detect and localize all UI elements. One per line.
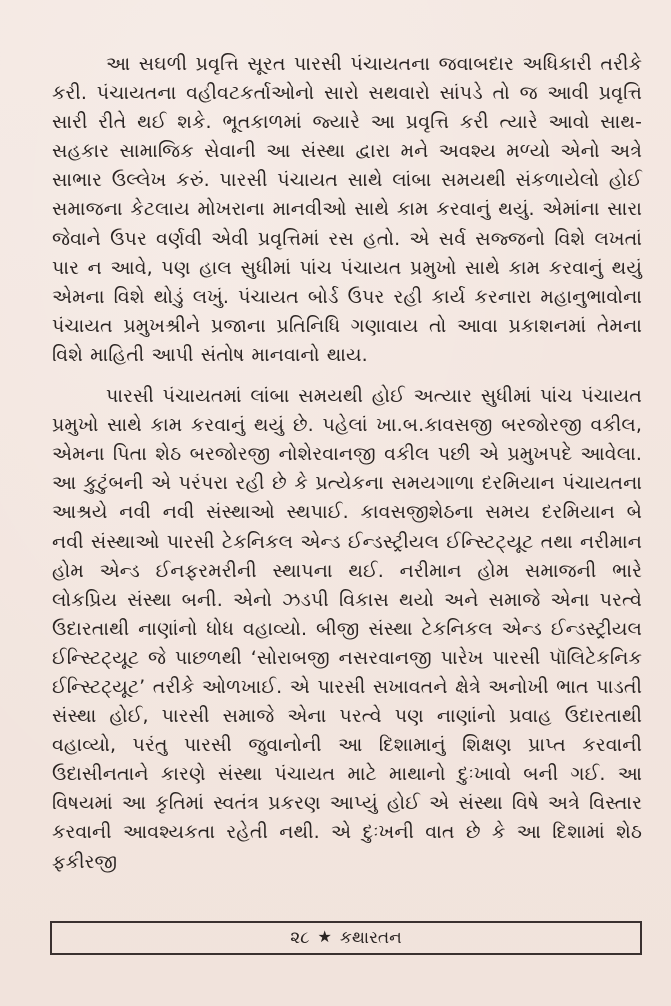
paragraph-2: પારસી પંચાયતમાં લાંબા સમયથી હોઈ અત્યાર સુધીમાં પાંચ પંચાયત પ્રમુખો સાથે કામ કરવાનું થયું છે. પહેલાં ખા.બ.કાવસજી બરજોરજી વકીલ, એમના પિતા શેઠ બરજોરજી નોશેરવાનજી વકીલ પછી એ પ્રમુખપદે આવેલા. આ કુટુંબની એ પરંપરા રહી છે કે પ્રત્યેકના સમયગાળા દરમિયાન પંચાયતના આશ્રયે નવી નવી સંસ્થાઓ સ્થપાઈ. કાવસજીશેઠના સમય દરમિયાન બે નવી સંસ્થાઓ પારસી ટેકનિકલ એન્ડ ઈન્ડસ્ટ્રીયલ ઈન્સ્ટિટ્યૂટ તથા નરીમાન હોમ એન્ડ ઈનફરમરીની સ્થાપના થઈ. નરીમાન હોમ સમાજની ભારે લોકપ્રિય સંસ્થા બની. એનો ઝડપી વિકાસ થયો અને સમાજે એના પરત્વે ઉદારતાથી નાણાંનો ધોધ વહાવ્યો. બીજી સંસ્થા ટેકનિકલ એન્ડ ઈન્ડસ્ટ્રીયલ ઈન્સ્ટિટ્યૂટ જે પાછળથી ‘સોરાબજી નસરવાનજી પારેખ પારસી પૉલિટેકનિક ઈન્સ્ટિટ્યૂટ’ તરીકે ઓળખાઈ. એ પારસી સખાવતને ક્ષેત્રે અનોખી ભાત પાડતી સંસ્થા હોઈ, પારસી સમાજે એના પરત્વે પણ નાણાંનો પ્રવાહ ઉદારતાથી વહાવ્યો, પરંતુ પારસી જુવાનોની આ દિશામાનું શિક્ષણ પ્રાપ્ત કરવાની ઉદાસીનતાને કારણે સંસ્થા પંચાયત માટે માથાનો દુઃખાવો બની ગઈ. આ વિષયમાં આ કૃતિમાં સ્વતંત્ર પ્રકરણ આપ્યું હોઈ એ સંસ્થા વિષે અત્રે વિસ્તાર કરવાની આવશ્યકતા રહેતી નથી. એ દુઃખની વાત છે કે આ દિશામાં શેઠ ફકીરજી xyxy=(52,385,642,873)
page-footer xyxy=(50,921,642,955)
page-number: ૨૮ xyxy=(290,927,310,948)
footer-content xyxy=(290,927,402,948)
page-text-block xyxy=(52,50,642,877)
book-title: કથારતન xyxy=(339,927,402,948)
paragraph-1: આ સઘળી પ્રવૃત્તિ સૂરત પારસી પંચાયતના જવાબદાર અધિકારી તરીકે કરી. પંચાયતના વહીવટકર્તાઓનો સારો સથવારો સાંપડે તો જ આવી પ્રવૃત્તિ સારી રીતે થઈ શકે. ભૂતકાળમાં જ્યારે આ પ્રવૃત્તિ કરી ત્યારે આવો સાથ-સહકાર સામાજિક સેવાની આ સંસ્થા દ્વારા મને અવશ્ય મળ્યો એનો અત્રે સાભાર ઉલ્લેખ કરું. પારસી પંચાયત સાથે લાંબા સમયથી સંકળાયેલો હોઈ સમાજના કેટલાય મોખરાના માનવીઓ સાથે કામ કરવાનું થયું. એમાંના સારા જેવાને ઉપર વર્ણવી એવી પ્રવૃત્તિમાં રસ હતો. એ સર્વ સજ્જનો વિશે લખતાં પાર ન આવે, પણ હાલ સુધીમાં પાંચ પંચાયત પ્રમુખો સાથે કામ કરવાનું થયું એમના વિશે થોડું લખું. પંચાયત બોર્ડ ઉપર રહી કાર્ય કરનારા મહાનુભાવોના પંચાયત પ્રમુખશ્રીને પ્રજાના પ્રતિનિધિ ગણાવાય તો આવા પ્રકાશનમાં તેમના વિશે માહિતી આપી સંતોષ માનવાનો થાય. xyxy=(52,53,642,366)
star-icon: ★ xyxy=(317,927,332,946)
